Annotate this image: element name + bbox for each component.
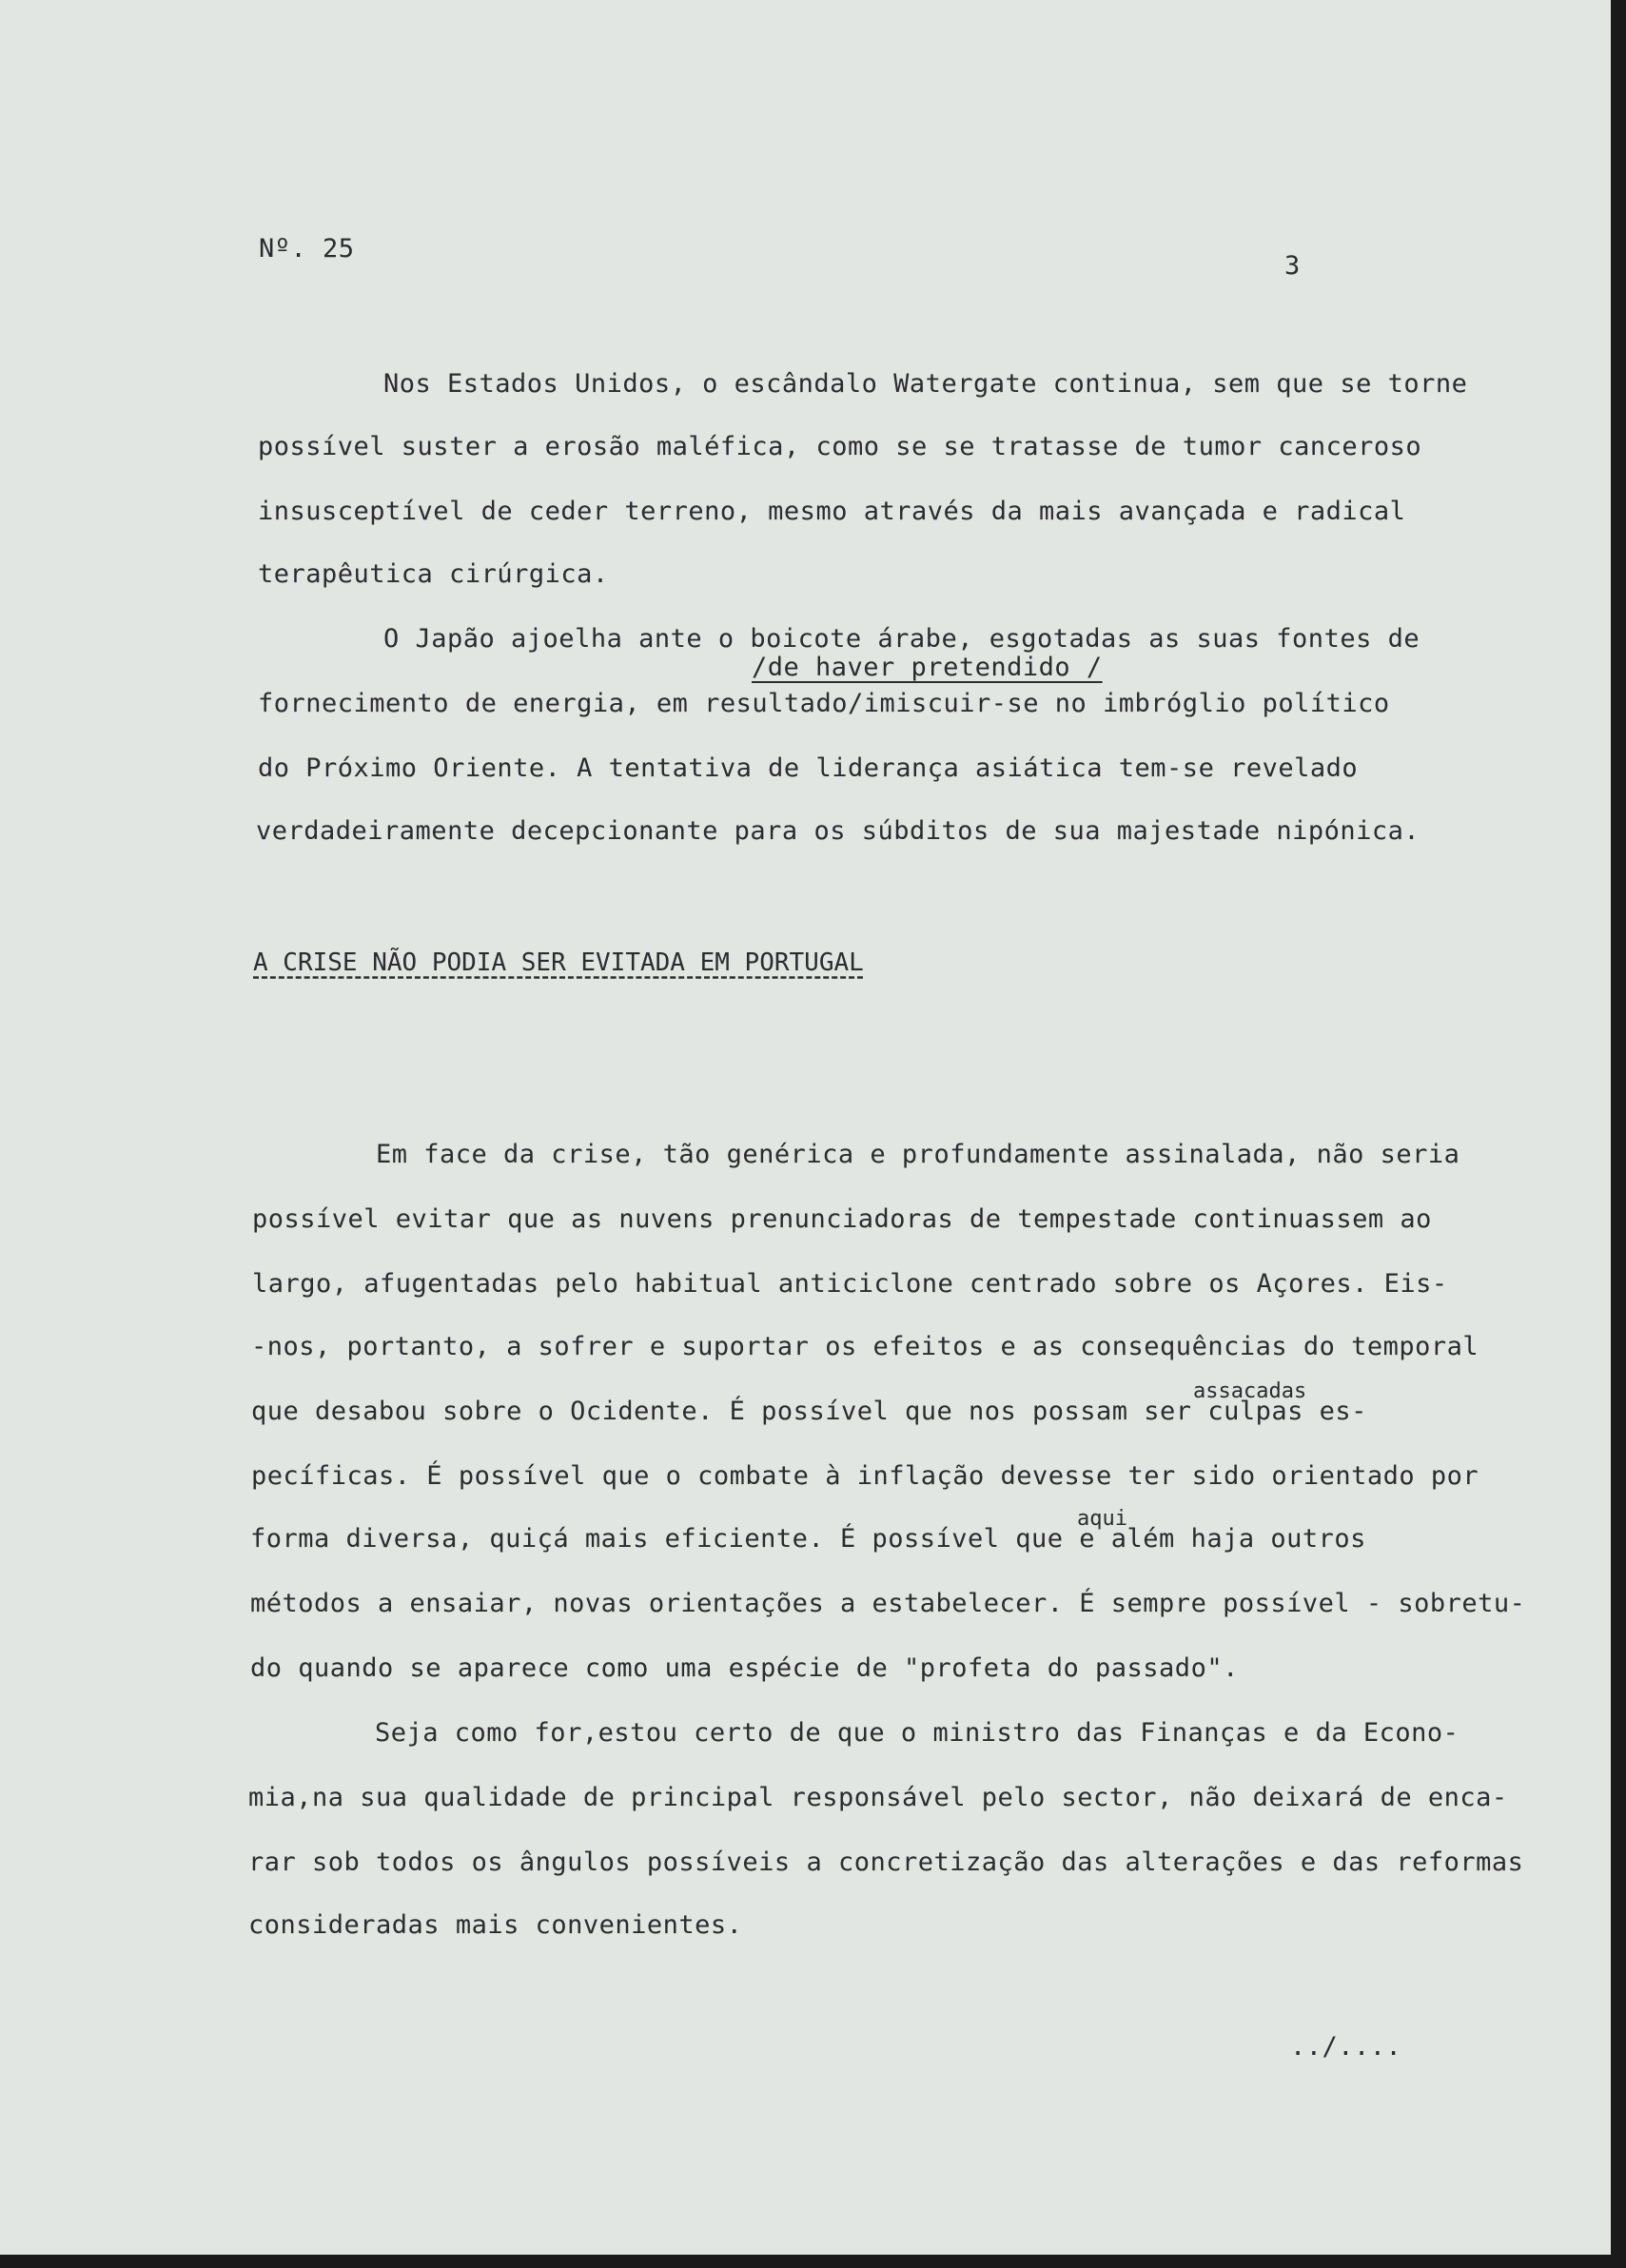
paragraph-line: rar sob todos os ângulos possíveis a concretização das alterações e das reformas <box>248 1848 1524 1877</box>
paragraph-line: mia,na sua qualidade de principal responsável pelo sector, não deixará de enca- <box>248 1783 1508 1812</box>
section-heading: A CRISE NÃO PODIA SER EVITADA EM PORTUGAL <box>253 948 864 977</box>
paragraph-line: Em face da crise, tão genérica e profundamente assinalada, não seria <box>376 1140 1460 1169</box>
paragraph-line: possível suster a erosão maléfica, como se se tratasse de tumor canceroso <box>258 432 1422 461</box>
superscript-insertion: assacadas <box>1193 1379 1307 1403</box>
paragraph-line: fornecimento de energia, em resultado/imiscuir-se no imbróglio político <box>258 689 1390 718</box>
superscript-insertion: aqui <box>1077 1507 1127 1531</box>
paragraph-line: largo, afugentadas pelo habitual anticiclone centrado sobre os Açores. Eis- <box>252 1269 1448 1299</box>
paragraph-line: possível evitar que as nuvens prenunciadoras de tempestade continuassem ao <box>252 1204 1432 1234</box>
paragraph-line: pecíficas. É possível que o combate à inflação devesse ter sido orientado por <box>251 1461 1479 1491</box>
paragraph-line: insusceptível de ceder terreno, mesmo através da mais avançada e radical <box>258 497 1406 526</box>
paragraph-line: do quando se aparece como uma espécie de "profeta do passado". <box>250 1653 1239 1683</box>
paragraph-line: terapêutica cirúrgica. <box>258 559 609 589</box>
paragraph-line: Nos Estados Unidos, o escândalo Watergate continua, sem que se torne <box>383 369 1468 399</box>
interlinear-insertion: /de haver pretendido / <box>752 653 1103 682</box>
document-number: Nº. 25 <box>259 234 355 264</box>
paragraph-line: verdadeiramente decepcionante para os súbditos de sua majestade nipónica. <box>256 816 1420 846</box>
paragraph-line: métodos a ensaiar, novas orientações a estabelecer. É sempre possível - sobretu- <box>250 1589 1526 1618</box>
paragraph-line: Seja como for,estou certo de que o ministro das Finanças e da Econo- <box>375 1718 1459 1748</box>
page-number: 3 <box>1284 251 1301 281</box>
paragraph-line: que desabou sobre o Ocidente. É possível que nos possam ser culpas es- <box>251 1397 1367 1426</box>
paragraph-line: do Próximo Oriente. A tentativa de liderança asiática tem-se revelado <box>258 753 1359 783</box>
paragraph-line: O Japão ajoelha ante o boicote árabe, esgotadas as suas fontes de <box>383 624 1420 654</box>
paragraph-line: consideradas mais convenientes. <box>248 1910 743 1940</box>
continuation-mark: ../.... <box>1290 2032 1402 2062</box>
paragraph-line: -nos, portanto, a sofrer e suportar os efeitos e as consequências do temporal <box>251 1332 1479 1361</box>
paragraph-line: forma diversa, quiçá mais eficiente. É possível que e além haja outros <box>250 1524 1366 1554</box>
